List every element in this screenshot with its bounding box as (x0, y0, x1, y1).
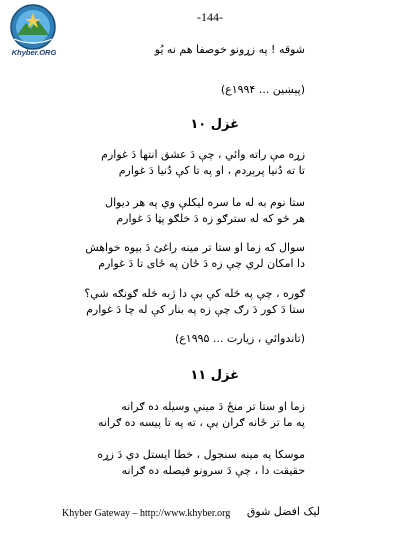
ghazal-10-date-line: (تاندوائي ، زيارت ... ۱۹۹۵ع) (174, 332, 305, 345)
logo-caption: Khyber.ORG (11, 48, 57, 57)
ghazal-10-verse-4: هر څو که له سترګو زه دَ خلګو پټا دَ غوارم (116, 212, 305, 225)
ghazal-10-verse-1: زړه مې راته وائي ، چې دَ عشق انتها دَ غوارم (101, 148, 305, 161)
ghazal-11-verse-4: حقيقت دا ، چې دَ سرونو فيصله ده ګرانه (121, 464, 305, 477)
ghazal-10-verse-2: تا ته دُنيا پرېږدم ، او په تا کې دُنيا دَ غوارم (118, 164, 305, 177)
ghazal-10-verse-7: ګوره ، چې په څله کې بې دا ژبه څله ګونګه شي؟ (84, 287, 305, 300)
ghazal-11-heading: غزل ۱۱ (190, 368, 239, 383)
intro-verse: شوقه ! په زړونو خوصفا هم نه یُو (154, 43, 305, 56)
ghazal-11-verse-2: په ما تر ځانه ګران يې ، ته په تا پيسه ده ګرانه (97, 416, 305, 429)
footer-author: ليک افضل شوق (246, 505, 320, 518)
ghazal-11-verse-1: زما او ستا تر منځ دَ مينې وسيله ده ګرانه (121, 400, 305, 413)
ghazal-10-heading: غزل ۱۰ (190, 117, 239, 132)
ghazal-11-verse-3: موسکا په مينه سنجول ، خطا ايستل دي دَ زړه (97, 448, 305, 461)
footer-website: Khyber Gateway – http://www.khyber.org (62, 508, 231, 519)
ghazal-10-verse-6: دا امکان لري چې زه دَ ځان په ځای تا دَ غوارم (98, 257, 305, 270)
page-number: -144- (197, 10, 223, 24)
ghazal-10-verse-3: ستا نوم به له ما سره ليکلې وي په هر ديوال (105, 196, 305, 209)
ghazal-10-verse-5: سوال که زما او ستا تر مينه راغئ دَ بيوه خواهش (85, 241, 305, 254)
intro-date-line: (پېښين ... ۱۹۹۴ع) (220, 83, 305, 96)
ghazal-10-verse-8: ستا دَ کور دَ رګ چې زه په بنار کې له چا دَ غوارم (86, 303, 305, 316)
